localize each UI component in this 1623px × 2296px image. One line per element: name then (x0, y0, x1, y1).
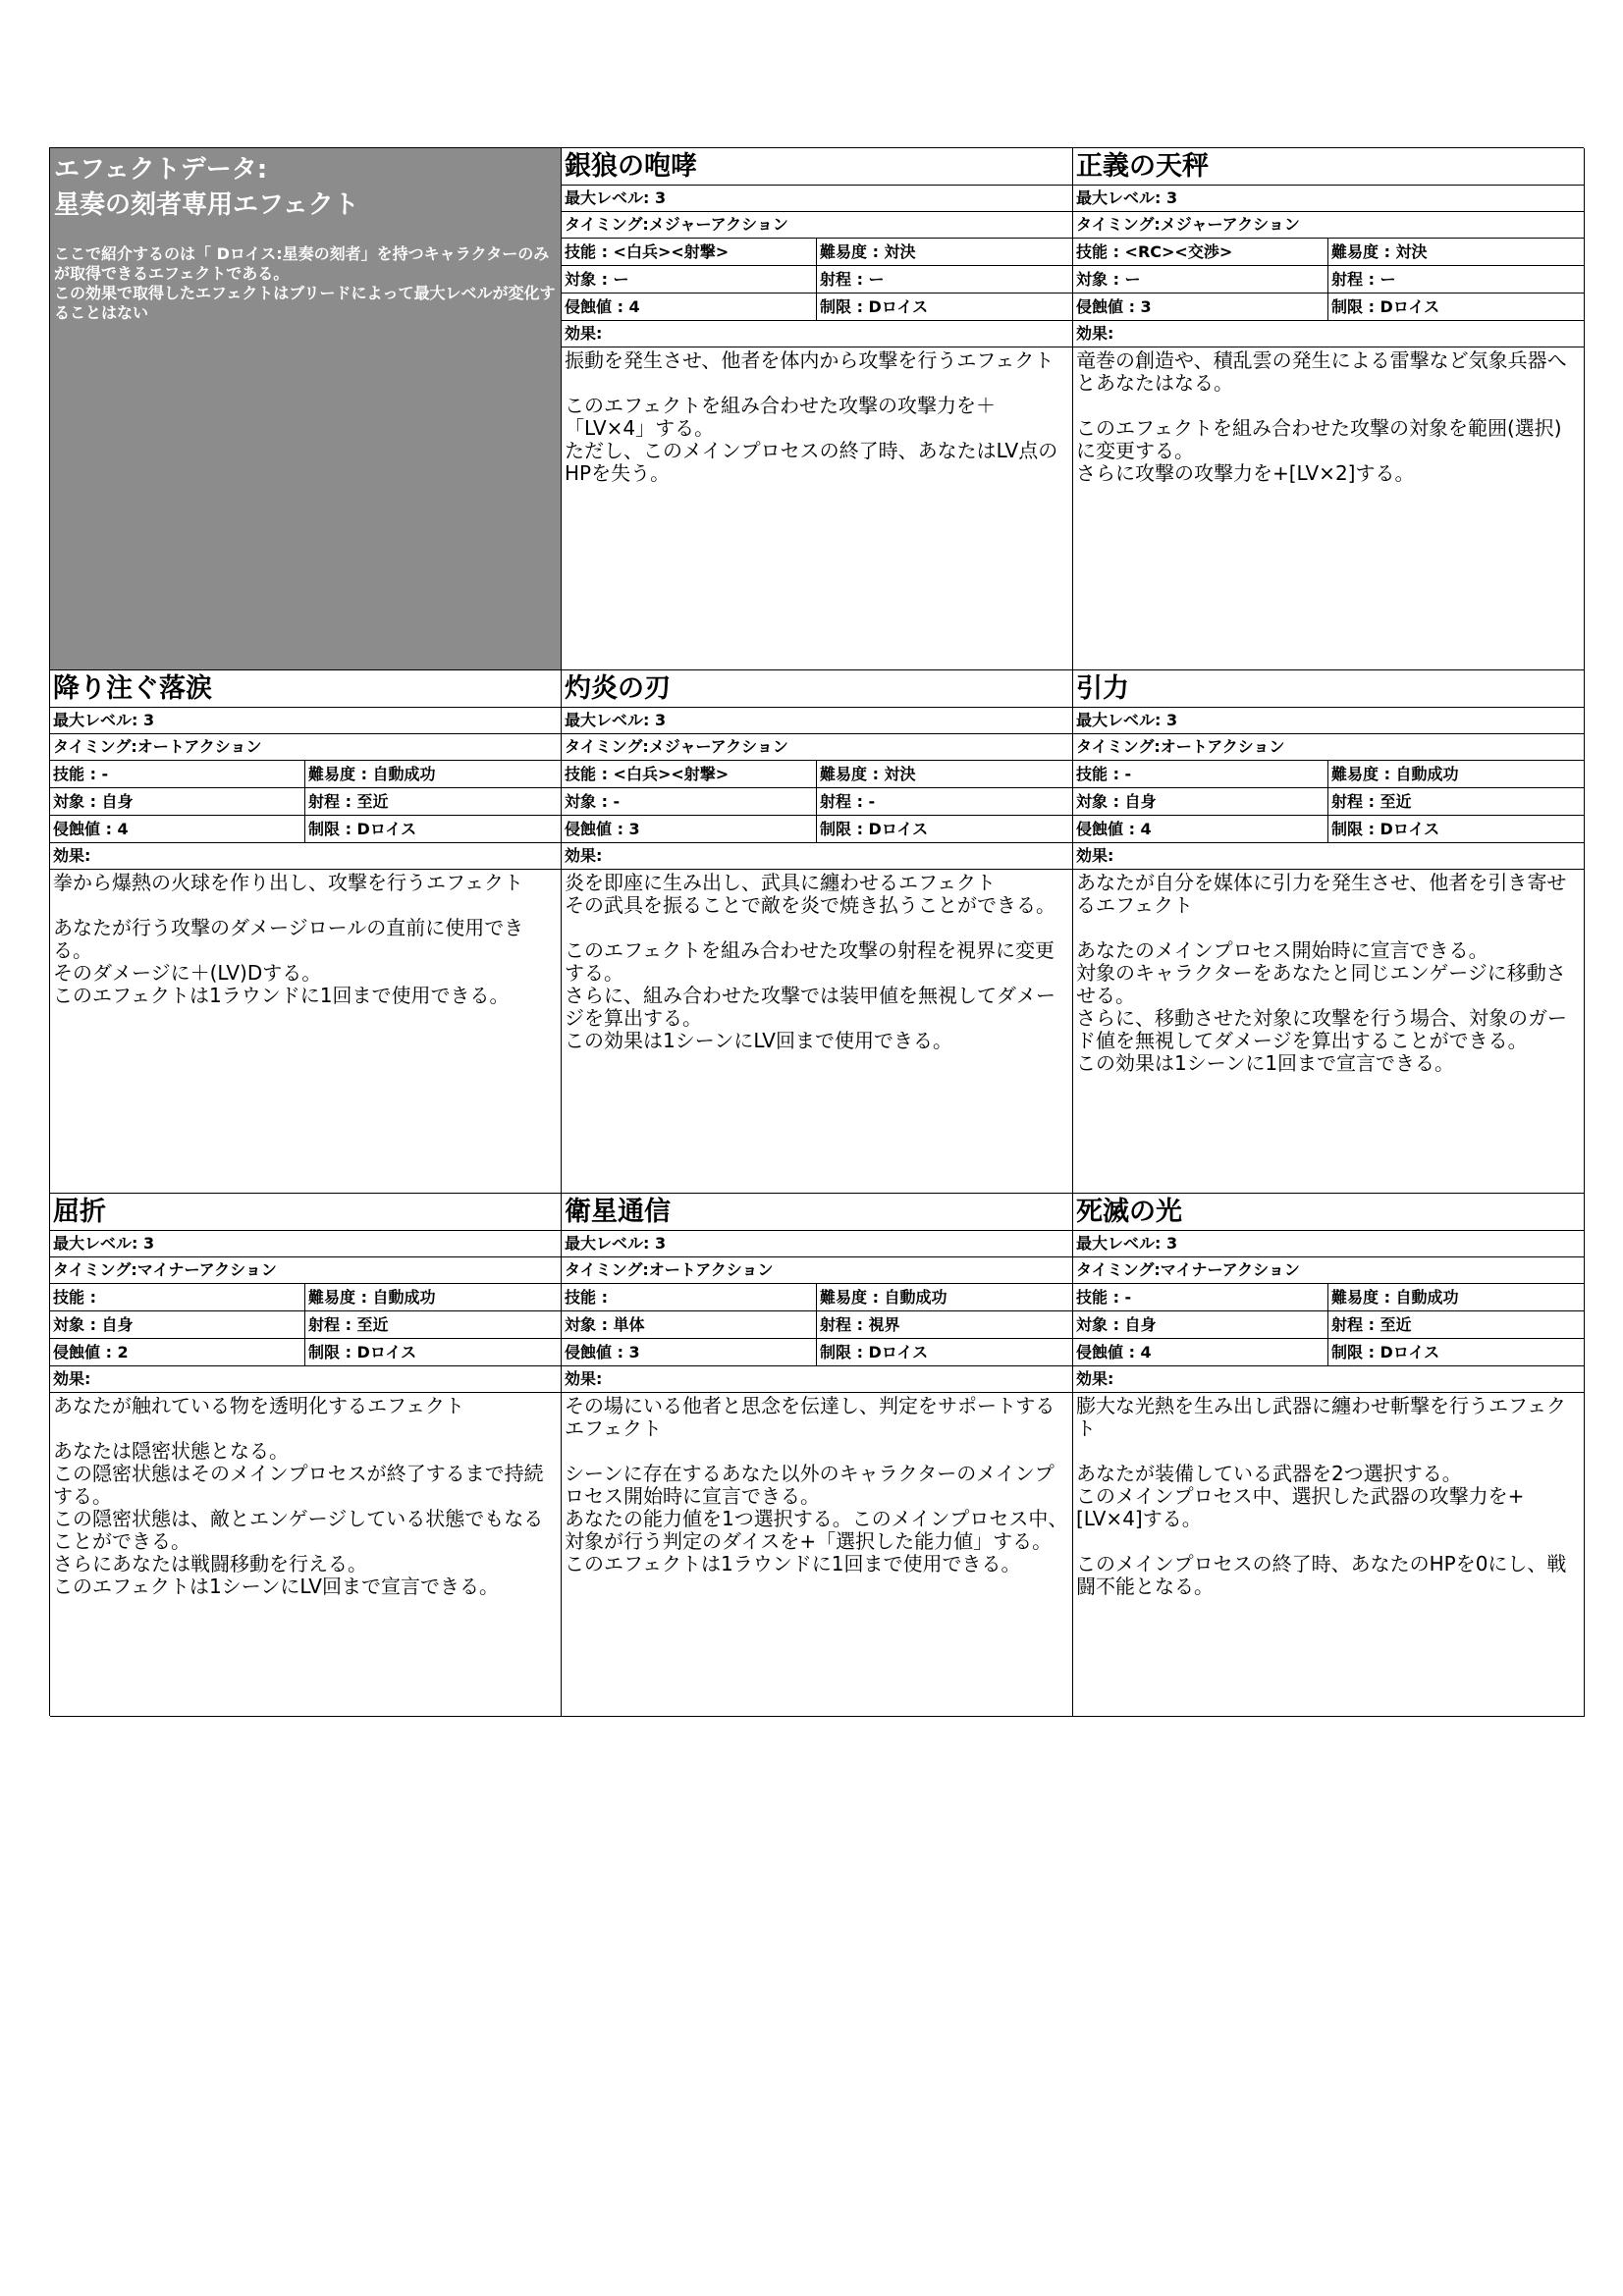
effect-name: 屈折 (50, 1194, 561, 1231)
effect-description: 膨大な光熱を生み出し武器に纏わせ斬撃を行うエフェクト あなたが装備している武器を2つ選択する。 このメインプロセス中、選択した武器の攻撃力を+[LV×4]する。 このメインプロセスの終了時、あなたのHPを0にし、戦闘不能となる。 (1076, 1394, 1567, 1598)
effect-label: 効果: (562, 1366, 1072, 1393)
effect-label: 効果: (1073, 321, 1584, 347)
skill: 技能 : - (1073, 761, 1328, 787)
target: 対象 : 自身 (50, 788, 305, 815)
erosion-limit-row (562, 1339, 1072, 1366)
difficulty: 難易度 : 対決 (820, 242, 916, 261)
erosion-limit-row (1073, 294, 1584, 321)
target: 対象 : - (562, 788, 817, 815)
timing: タイミング:オートアクション (562, 1257, 1072, 1284)
effect-label: 効果: (50, 1366, 561, 1393)
effect-name: 灼炎の刃 (562, 670, 1072, 708)
skill: 技能 : (562, 1284, 817, 1310)
difficulty: 難易度 : 自動成功 (308, 1288, 436, 1307)
effect-label: 効果: (50, 843, 561, 870)
target: 対象 : 自身 (1073, 788, 1328, 815)
target-range-row (562, 1311, 1072, 1339)
target-range-row (562, 788, 1072, 816)
effect-label: 効果: (562, 843, 1072, 870)
difficulty: 難易度 : 対決 (820, 765, 916, 783)
skill-difficulty-row (50, 761, 561, 788)
skill: 技能 : <RC><交渉> (1073, 239, 1328, 265)
limit: 制限 : Dロイス (820, 297, 929, 316)
difficulty: 難易度 : 自動成功 (308, 765, 436, 783)
effect-card (562, 148, 1073, 670)
range: 射程 : 至近 (308, 1315, 389, 1334)
timing: タイミング:オートアクション (1073, 734, 1584, 761)
skill-difficulty-row (562, 761, 1072, 788)
effect-card (50, 1194, 562, 1717)
limit: 制限 : Dロイス (308, 820, 417, 838)
limit: 制限 : Dロイス (1331, 1343, 1440, 1362)
range: 射程 : 視界 (820, 1315, 900, 1334)
erosion: 侵蝕値 : 3 (562, 816, 817, 842)
difficulty: 難易度 : 対決 (1331, 242, 1428, 261)
skill: 技能 : <白兵><射撃> (562, 239, 817, 265)
effect-card (50, 670, 562, 1194)
erosion-limit-row (1073, 1339, 1584, 1366)
skill-difficulty-row (1073, 1284, 1584, 1311)
range: 射程 : ー (820, 270, 885, 289)
erosion-limit-row (50, 1339, 561, 1366)
effect-description: 振動を発生させ、他者を体内から攻撃を行うエフェクト このエフェクトを組み合わせた攻撃の攻撃力を＋「LV×4」する。 ただし、このメインプロセスの終了時、あなたはLV点のHPを失う。 (565, 348, 1058, 485)
effect-card (562, 670, 1073, 1194)
effect-label: 効果: (562, 321, 1072, 347)
effect-description: 炎を即座に生み出し、武具に纏わせるエフェクト その武具を振ることで敵を炎で焼き払うことができる。 このエフェクトを組み合わせた攻撃の射程を視界に変更する。 さらに、組み合わせた攻撃では装甲値を無視してダメージを算出する。 この効果は1シーンにLV回まで使用できる。 (565, 871, 1055, 1052)
effect-card (1073, 148, 1585, 670)
max-level: 最大レベル: 3 (562, 186, 1072, 212)
skill-difficulty-row (1073, 239, 1584, 266)
target: 対象 : 単体 (562, 1311, 817, 1338)
erosion-limit-row (50, 816, 561, 843)
effect-description: あなたが触れている物を透明化するエフェクト あなたは隠密状態となる。 この隠密状態はそのメインプロセスが終了するまで持続する。 この隠密状態は、敵とエンゲージしている状態でもなることができる。 さらにあなたは戦闘移動を行える。 このエフェクトは1シーンにLV回まで宣言できる。 (53, 1394, 544, 1598)
range: 射程 : ー (1331, 270, 1396, 289)
limit: 制限 : Dロイス (820, 1343, 929, 1362)
max-level: 最大レベル: 3 (1073, 186, 1584, 212)
target-range-row (1073, 1311, 1584, 1339)
target: 対象 : ー (1073, 266, 1328, 293)
target-range-row (1073, 788, 1584, 816)
range: 射程 : 至近 (1331, 1315, 1412, 1334)
skill-difficulty-row (562, 239, 1072, 266)
erosion: 侵蝕値 : 4 (1073, 816, 1328, 842)
effect-name: 衛星通信 (562, 1194, 1072, 1231)
erosion: 侵蝕値 : 4 (562, 294, 817, 320)
difficulty: 難易度 : 自動成功 (1331, 1288, 1459, 1307)
timing: タイミング:マイナーアクション (50, 1257, 561, 1284)
effect-label: 効果: (1073, 843, 1584, 870)
max-level: 最大レベル: 3 (1073, 708, 1584, 734)
target-range-row (1073, 266, 1584, 294)
target-range-row (50, 788, 561, 816)
effect-name: 死滅の光 (1073, 1194, 1584, 1231)
max-level: 最大レベル: 3 (50, 1231, 561, 1257)
timing: タイミング:メジャーアクション (562, 734, 1072, 761)
erosion-limit-row (562, 816, 1072, 843)
skill-difficulty-row (1073, 761, 1584, 788)
timing: タイミング:メジャーアクション (1073, 212, 1584, 239)
intro-title: エフェクトデータ: 星奏の刻者専用エフェクト (54, 155, 359, 220)
effect-description: その場にいる他者と思念を伝達し、判定をサポートするエフェクト シーンに存在するあなた以外のキャラクターのメインプロセス開始時に宣言できる。 あなたの能力値を1つ選択する。このメインプロセス中、対象が行う判定のダイスを+「選択した能力値」する。 このエフェクトは1ラウンドに1回まで使用できる。 (565, 1394, 1068, 1575)
target-range-row (50, 1311, 561, 1339)
skill: 技能 : <白兵><射撃> (562, 761, 817, 787)
skill: 技能 : - (1073, 1284, 1328, 1310)
effect-name: 引力 (1073, 670, 1584, 708)
range: 射程 : - (820, 792, 876, 811)
skill: 技能 : - (50, 761, 305, 787)
target-range-row (562, 266, 1072, 294)
effect-label: 効果: (1073, 1366, 1584, 1393)
effect-description: 拳から爆熱の火球を作り出し、攻撃を行うエフェクト あなたが行う攻撃のダメージロールの直前に使用できる。 そのダメージに＋(LV)Dする。 このエフェクトは1ラウンドに1回まで使用できる。 (53, 871, 524, 1007)
erosion-limit-row (562, 294, 1072, 321)
difficulty: 難易度 : 自動成功 (1331, 765, 1459, 783)
erosion: 侵蝕値 : 4 (1073, 1339, 1328, 1365)
max-level: 最大レベル: 3 (562, 1231, 1072, 1257)
effect-name: 銀狼の咆哮 (562, 148, 1072, 186)
erosion: 侵蝕値 : 2 (50, 1339, 305, 1365)
skill-difficulty-row (50, 1284, 561, 1311)
limit: 制限 : Dロイス (308, 1343, 417, 1362)
target: 対象 : ー (562, 266, 817, 293)
effect-description: 竜巻の創造や、積乱雲の発生による雷撃など気象兵器へとあなたはなる。 このエフェクトを組み合わせた攻撃の対象を範囲(選択)に変更する。 さらに攻撃の攻撃力を+[LV×2]する。 (1076, 348, 1567, 485)
range: 射程 : 至近 (1331, 792, 1412, 811)
intro-panel (50, 148, 562, 670)
difficulty: 難易度 : 自動成功 (820, 1288, 947, 1307)
intro-body: ここで紹介するのは「 Dロイス:星奏の刻者」を持つキャラクターのみが取得できるエフェクトである。 この効果で取得したエフェクトはブリードによって最大レベルが変化することはない (54, 244, 556, 322)
target: 対象 : 自身 (50, 1311, 305, 1338)
max-level: 最大レベル: 3 (50, 708, 561, 734)
effect-card (562, 1194, 1073, 1717)
timing: タイミング:マイナーアクション (1073, 1257, 1584, 1284)
max-level: 最大レベル: 3 (1073, 1231, 1584, 1257)
erosion: 侵蝕値 : 3 (562, 1339, 817, 1365)
max-level: 最大レベル: 3 (562, 708, 1072, 734)
limit: 制限 : Dロイス (820, 820, 929, 838)
limit: 制限 : Dロイス (1331, 297, 1440, 316)
effect-name: 正義の天秤 (1073, 148, 1584, 186)
effect-description: あなたが自分を媒体に引力を発生させ、他者を引き寄せるエフェクト あなたのメインプロセス開始時に宣言できる。 対象のキャラクターをあなたと同じエンゲージに移動させる。 さらに、移動させた対象に攻撃を行う場合、対象のガード値を無視してダメージを算出することができる。 この効果は1シーンに1回まで宣言できる。 (1076, 871, 1567, 1075)
effect-card (1073, 670, 1585, 1194)
skill: 技能 : (50, 1284, 305, 1310)
limit: 制限 : Dロイス (1331, 820, 1440, 838)
skill-difficulty-row (562, 1284, 1072, 1311)
range: 射程 : 至近 (308, 792, 389, 811)
target: 対象 : 自身 (1073, 1311, 1328, 1338)
erosion: 侵蝕値 : 3 (1073, 294, 1328, 320)
erosion-limit-row (1073, 816, 1584, 843)
erosion: 侵蝕値 : 4 (50, 816, 305, 842)
effect-sheet (49, 147, 1584, 1716)
effect-name: 降り注ぐ落涙 (50, 670, 561, 708)
effect-card (1073, 1194, 1585, 1717)
timing: タイミング:オートアクション (50, 734, 561, 761)
timing: タイミング:メジャーアクション (562, 212, 1072, 239)
